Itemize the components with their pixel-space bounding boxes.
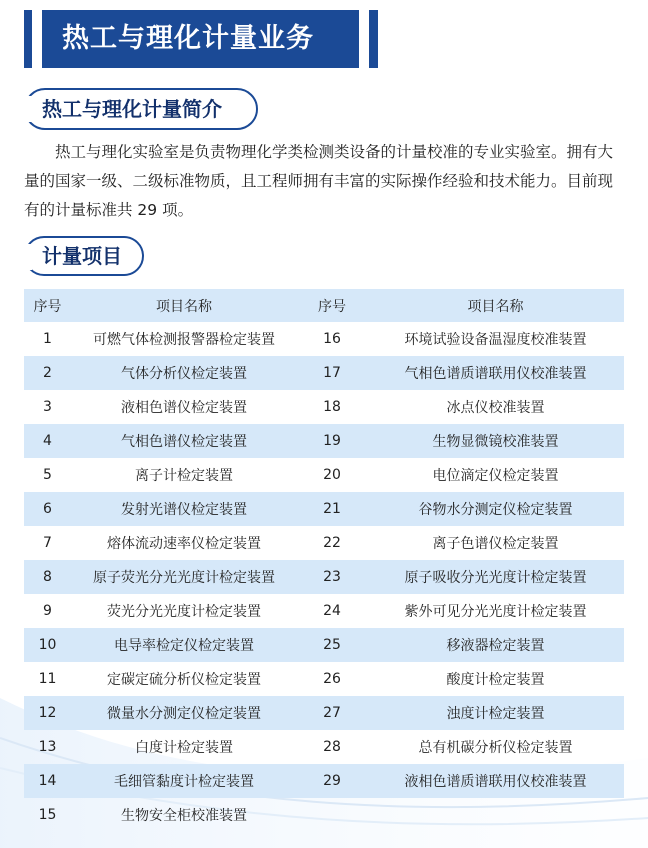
row-name-right: 生物显微镜校准装置 bbox=[432, 434, 559, 450]
row-name-right: 冰点仪校准装置 bbox=[446, 400, 545, 416]
row-index-right: 26 bbox=[323, 671, 341, 687]
row-index-left: 14 bbox=[38, 773, 57, 789]
row-name-left: 熔体流动速率仪检定装置 bbox=[107, 536, 261, 552]
table-row bbox=[24, 798, 624, 832]
row-index-left: 2 bbox=[43, 365, 52, 381]
table-row bbox=[24, 424, 624, 458]
table-row bbox=[24, 662, 624, 696]
row-index-right: 20 bbox=[323, 467, 341, 483]
banner-accent-right bbox=[369, 10, 378, 68]
row-name-right: 酸度计检定装置 bbox=[446, 672, 545, 688]
row-name-left: 电导率检定仪检定装置 bbox=[114, 638, 254, 654]
row-name-left: 毛细管黏度计检定装置 bbox=[114, 774, 254, 790]
row-index-left: 7 bbox=[43, 535, 52, 551]
row-index-left: 12 bbox=[38, 705, 57, 721]
row-name-left: 原子荧光分光光度计检定装置 bbox=[93, 570, 275, 586]
table-row bbox=[24, 356, 624, 390]
row-name-left: 生物安全柜校准装置 bbox=[121, 808, 247, 824]
row-name-left: 白度计检定装置 bbox=[135, 740, 233, 756]
header-index-1: 序号 bbox=[33, 298, 62, 315]
items-heading: 计量项目 bbox=[24, 236, 144, 276]
row-name-left: 液相色谱仪检定装置 bbox=[121, 400, 247, 416]
row-index-right: 17 bbox=[323, 365, 341, 381]
table-row bbox=[24, 390, 624, 424]
table-row bbox=[24, 560, 624, 594]
row-name-right: 环境试验设备温湿度校准装置 bbox=[404, 332, 587, 348]
page-title: 热工与理化计量业务 bbox=[42, 10, 359, 68]
table-row bbox=[24, 322, 624, 356]
header-name-2: 项目名称 bbox=[467, 298, 524, 315]
row-index-right: 18 bbox=[323, 399, 341, 415]
row-name-left: 定碳定硫分析仪检定装置 bbox=[107, 672, 261, 688]
table-row bbox=[24, 730, 624, 764]
row-name-left: 离子计检定装置 bbox=[135, 468, 233, 484]
row-name-left: 气相色谱仪检定装置 bbox=[121, 434, 247, 450]
row-index-right: 19 bbox=[323, 433, 341, 449]
table-header-row bbox=[24, 289, 624, 322]
items-table bbox=[24, 289, 624, 832]
table-row bbox=[24, 458, 624, 492]
row-index-left: 13 bbox=[38, 739, 57, 755]
row-index-right: 23 bbox=[323, 569, 341, 585]
row-name-left: 发射光谱仪检定装置 bbox=[121, 502, 247, 518]
row-index-left: 15 bbox=[38, 807, 57, 823]
row-index-right: 25 bbox=[323, 637, 341, 653]
row-name-right: 总有机碳分析仪检定装置 bbox=[418, 740, 573, 756]
intro-heading: 热工与理化计量简介 bbox=[24, 88, 258, 130]
table-row bbox=[24, 696, 624, 730]
row-index-right: 16 bbox=[323, 331, 341, 347]
table-row bbox=[24, 526, 624, 560]
row-index-right: 24 bbox=[323, 603, 341, 619]
row-name-left: 气体分析仪检定装置 bbox=[121, 366, 247, 382]
row-index-left: 9 bbox=[43, 603, 52, 619]
row-index-left: 1 bbox=[43, 331, 52, 347]
table-row bbox=[24, 628, 624, 662]
header-name-1: 项目名称 bbox=[156, 298, 212, 315]
row-index-right: 22 bbox=[323, 535, 341, 551]
intro-paragraph: 热工与理化实验室是负责物理化学类检测类设备的计量校准的专业实验室。拥有大量的国家一级、二级标准物质，且工程师拥有丰富的实际操作经验和技术能力。目前现有的计量标准共 29 项。 bbox=[24, 143, 614, 219]
row-index-left: 11 bbox=[38, 671, 57, 687]
row-index-right: 27 bbox=[323, 705, 341, 721]
table-row bbox=[24, 594, 624, 628]
row-name-right: 移液器检定装置 bbox=[446, 638, 545, 654]
row-index-right: 29 bbox=[323, 773, 341, 789]
row-index-right: 21 bbox=[323, 501, 341, 517]
row-name-left: 微量水分测定仪检定装置 bbox=[107, 706, 261, 722]
row-index-left: 5 bbox=[43, 467, 52, 483]
header-index-2: 序号 bbox=[318, 298, 346, 315]
row-name-right: 离子色谱仪检定装置 bbox=[432, 536, 559, 552]
row-index-left: 10 bbox=[38, 637, 57, 653]
banner-accent-left bbox=[24, 10, 32, 68]
row-name-left: 可燃气体检测报警器检定装置 bbox=[93, 332, 275, 348]
row-index-left: 4 bbox=[43, 433, 52, 449]
row-index-left: 3 bbox=[43, 399, 52, 415]
row-name-left: 荧光分光光度计检定装置 bbox=[107, 604, 261, 620]
row-name-right: 谷物水分测定仪检定装置 bbox=[418, 502, 573, 518]
row-name-right: 电位滴定仪检定装置 bbox=[432, 468, 559, 484]
row-name-right: 浊度计检定装置 bbox=[446, 706, 545, 722]
row-name-right: 液相色谱质谱联用仪校准装置 bbox=[404, 774, 587, 790]
row-name-right: 紫外可见分光光度计检定装置 bbox=[404, 604, 587, 620]
row-name-right: 气相色谱质谱联用仪校准装置 bbox=[404, 366, 587, 382]
page-banner bbox=[24, 10, 378, 68]
row-index-right: 28 bbox=[323, 739, 341, 755]
row-index-left: 8 bbox=[43, 569, 52, 585]
table-row bbox=[24, 764, 624, 798]
table-row bbox=[24, 492, 624, 526]
row-index-left: 6 bbox=[43, 501, 52, 517]
row-name-right: 原子吸收分光光度计检定装置 bbox=[404, 570, 587, 586]
